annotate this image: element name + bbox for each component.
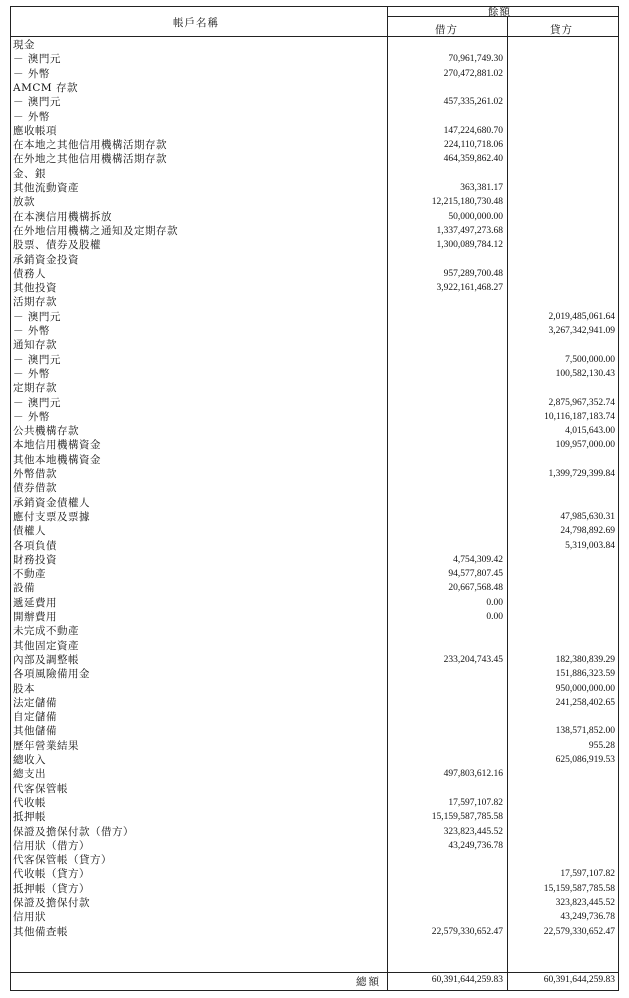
credit-amount: 950,000,000.00 [555, 683, 615, 694]
table-row [10, 825, 617, 839]
account-label: 現金 [13, 39, 35, 51]
account-label: 各項風險備用金 [13, 668, 90, 681]
account-label: 遞延費用 [13, 596, 57, 609]
header-balance: 餘額 [488, 6, 511, 18]
header-account-name: 帳戶名稱 [173, 17, 219, 29]
table-row [10, 381, 617, 395]
account-label: － 澳門元 [13, 96, 61, 109]
account-label: 代收帳（貸方） [13, 868, 90, 881]
account-label: 不動產 [13, 568, 46, 581]
table-row [10, 567, 617, 581]
account-label: － 外幣 [13, 110, 50, 123]
account-label: 財務投資 [13, 553, 57, 566]
account-label: 活期存款 [13, 296, 57, 309]
table-row [10, 839, 617, 853]
table-row [10, 539, 617, 553]
debit-amount: 0.00 [486, 612, 503, 622]
debit-amount: 1,337,497,273.68 [436, 225, 503, 236]
header-credit: 貸方 [550, 24, 573, 36]
account-label: 總支出 [13, 768, 46, 781]
credit-amount: 3,267,342,941.09 [548, 326, 615, 336]
table-row [10, 338, 617, 352]
table-row [10, 810, 617, 824]
account-label: 公共機構存款 [13, 425, 79, 438]
credit-amount: 22,579,330,652.47 [543, 926, 615, 937]
credit-amount: 1,399,729,399.84 [548, 469, 615, 479]
account-label: 其他固定資產 [13, 639, 79, 652]
account-label: 自定儲備 [13, 711, 57, 724]
account-label: 金、銀 [13, 167, 46, 180]
table-row [10, 896, 617, 910]
trial-balance-sheet [10, 6, 619, 991]
account-label: 法定儲備 [13, 696, 57, 709]
account-label: 各項負債 [13, 539, 57, 552]
table-row [10, 853, 617, 867]
table-row [10, 682, 617, 696]
table-row [10, 767, 617, 781]
credit-amount: 182,380,839.29 [555, 654, 615, 665]
debit-amount: 1,300,089,784.12 [436, 240, 503, 251]
table-row [10, 696, 617, 710]
debit-amount: 363,381.17 [460, 183, 503, 193]
account-label: 承銷資金債權人 [13, 496, 90, 509]
account-label: 抵押帳（貸方） [13, 882, 90, 895]
debit-amount: 457,335,261.02 [443, 97, 503, 108]
account-label: － 外幣 [13, 325, 50, 337]
table-row [10, 438, 617, 452]
total-row [10, 973, 617, 989]
debit-amount: 17,597,107.82 [448, 797, 503, 808]
table-row [10, 195, 617, 209]
credit-amount: 7,500,000.00 [565, 354, 615, 365]
table-row [10, 238, 617, 252]
account-label: 股票、債券及股權 [13, 239, 101, 252]
table-row [10, 224, 617, 238]
debit-amount: 50,000,000.00 [448, 211, 503, 222]
table-row [10, 467, 617, 481]
account-label: AMCM 存款 [13, 81, 78, 94]
account-label: 定期存款 [13, 382, 57, 395]
account-label: 開辦費用 [13, 611, 57, 623]
table-row [10, 81, 617, 95]
table-row [10, 653, 617, 667]
table-row [10, 52, 617, 66]
account-label: 本地信用機構資金 [13, 439, 101, 452]
account-label: 保證及擔保付款 [13, 897, 90, 909]
account-label: 代收帳 [13, 796, 46, 809]
table-row [10, 453, 617, 467]
table-row [10, 324, 617, 338]
table-row [10, 295, 617, 309]
table-row [10, 667, 617, 681]
account-label: 其他本地機構資金 [13, 453, 101, 466]
table-row [10, 796, 617, 810]
account-label: 債券借款 [13, 482, 57, 495]
table-row [10, 882, 617, 896]
account-label: 代客保管帳 [13, 782, 68, 795]
account-label: － 外幣 [13, 67, 50, 80]
table-row [10, 110, 617, 124]
credit-amount: 625,086,919.53 [555, 755, 615, 765]
account-label: 債務人 [13, 267, 46, 280]
debit-amount: 497,803,612.16 [443, 769, 503, 780]
credit-amount: 955.28 [588, 740, 615, 751]
account-label: 在本澳信用機構拆放 [13, 210, 112, 223]
account-label: 外幣借款 [13, 468, 57, 480]
table-row [10, 138, 617, 152]
debit-amount: 15,159,587,785.58 [431, 812, 503, 823]
debit-amount: 22,579,330,652.47 [431, 926, 503, 937]
account-label: 總收入 [13, 754, 46, 766]
credit-amount: 323,823,445.52 [555, 898, 615, 908]
account-label: 股本 [13, 682, 35, 695]
table-row [10, 753, 617, 767]
table-row [10, 210, 617, 224]
total-debit: 60,391,644,259.83 [431, 975, 503, 985]
account-label: 在外地信用機構之通知及定期存款 [13, 224, 178, 237]
account-label: 在外地之其他信用機構活期存款 [13, 153, 167, 166]
account-label: 內部及調整帳 [13, 653, 79, 666]
credit-amount: 151,886,323.59 [555, 669, 615, 680]
account-label: 通知存款 [13, 339, 57, 352]
total-credit: 60,391,644,259.83 [543, 975, 615, 985]
table-row [10, 95, 617, 109]
total-label: 總額 [356, 976, 381, 988]
credit-amount: 4,015,643.00 [565, 426, 615, 437]
table-row [10, 724, 617, 738]
debit-amount: 70,961,749.30 [448, 54, 503, 65]
account-label: 歷年營業結果 [13, 739, 79, 752]
account-label: 設備 [13, 582, 35, 595]
credit-amount: 100,582,130.43 [555, 368, 615, 379]
debit-amount: 233,204,743.45 [443, 654, 503, 665]
account-label: 其他儲備 [13, 725, 57, 738]
table-row [10, 181, 617, 195]
account-label: 應付支票及票據 [13, 510, 90, 523]
header-bottom-line [10, 36, 619, 37]
account-label: 信用狀 [13, 911, 46, 924]
table-row [10, 610, 617, 624]
account-label: － 澳門元 [13, 53, 61, 66]
debit-amount: 3,922,161,468.27 [436, 283, 503, 294]
debit-amount: 0.00 [486, 597, 503, 608]
table-row [10, 410, 617, 424]
debit-amount: 4,754,309.42 [453, 554, 503, 565]
account-label: 其他流動資產 [13, 182, 79, 194]
table-row [10, 782, 617, 796]
account-label: 其他投資 [13, 282, 57, 295]
credit-amount: 5,319,003.84 [565, 540, 615, 551]
table-row [10, 267, 617, 281]
table-row [10, 925, 617, 939]
account-label: 保證及擔保付款（借方） [13, 825, 134, 838]
account-label: 信用狀（借方） [13, 839, 90, 852]
table-row [10, 581, 617, 595]
credit-amount: 17,597,107.82 [560, 869, 615, 880]
credit-amount: 109,957,000.00 [555, 440, 615, 451]
table-row [10, 367, 617, 381]
credit-amount: 47,985,630.31 [560, 511, 615, 522]
debit-amount: 957,289,700.48 [443, 268, 503, 279]
account-label: 在本地之其他信用機構活期存款 [13, 139, 167, 152]
table-row [10, 524, 617, 538]
table-row [10, 124, 617, 138]
account-label: － 外幣 [13, 367, 50, 380]
account-label: 承銷資金投資 [13, 253, 79, 266]
credit-amount: 10,116,187,183.74 [544, 411, 615, 422]
debit-amount: 464,359,862.40 [443, 154, 503, 165]
debit-amount: 270,472,881.02 [443, 68, 503, 79]
table-row [10, 496, 617, 510]
table-row [10, 67, 617, 81]
credit-amount: 2,019,485,061.64 [548, 311, 615, 322]
table-row [10, 310, 617, 324]
table-row [10, 510, 617, 524]
table-row [10, 553, 617, 567]
table-row [10, 867, 617, 881]
table-row [10, 38, 617, 52]
table-row [10, 353, 617, 367]
debit-amount: 147,224,680.70 [443, 125, 503, 136]
account-label: 債權人 [13, 525, 46, 538]
table-row [10, 152, 617, 166]
credit-amount: 138,571,852.00 [555, 726, 615, 737]
table-row [10, 710, 617, 724]
account-label: 抵押帳 [13, 811, 46, 824]
debit-amount: 323,823,445.52 [443, 826, 503, 837]
table-row [10, 910, 617, 924]
credit-amount: 241,258,402.65 [555, 697, 615, 708]
credit-amount: 24,798,892.69 [560, 526, 615, 537]
account-label: － 澳門元 [13, 353, 61, 366]
account-label: 未完成不動產 [13, 625, 79, 638]
debit-amount: 224,110,718.06 [443, 140, 503, 151]
table-row [10, 424, 617, 438]
table-row [10, 639, 617, 653]
table-row [10, 481, 617, 495]
table-row [10, 281, 617, 295]
table-row [10, 624, 617, 638]
account-label: 放款 [13, 196, 35, 209]
account-label: － 澳門元 [13, 396, 61, 409]
account-label: 應收帳項 [13, 124, 57, 137]
debit-amount: 43,249,736.78 [448, 840, 503, 851]
table-row [10, 596, 617, 610]
table-row [10, 253, 617, 267]
debit-amount: 94,577,807.45 [448, 569, 503, 580]
header-debit: 借方 [435, 24, 458, 36]
credit-amount: 15,159,587,785.58 [543, 883, 615, 894]
account-label: － 外幣 [13, 410, 50, 423]
credit-amount: 43,249,736.78 [560, 912, 615, 923]
account-label: 其他備查帳 [13, 925, 68, 938]
account-label: － 澳門元 [13, 310, 61, 323]
credit-amount: 2,875,967,352.74 [548, 397, 615, 408]
account-label: 代客保管帳（貸方） [13, 854, 112, 867]
debit-amount: 12,215,180,730.48 [431, 197, 503, 208]
table-row [10, 167, 617, 181]
table-row [10, 396, 617, 410]
table-row [10, 739, 617, 753]
debit-amount: 20,667,568.48 [448, 583, 503, 594]
